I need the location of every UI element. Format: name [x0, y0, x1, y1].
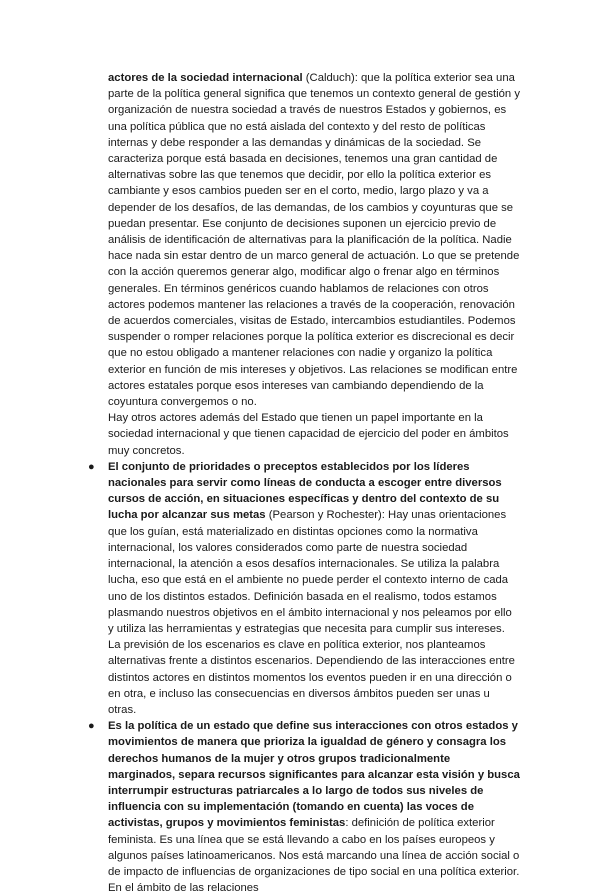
- bullet-text: : definición de política exterior feminista. Es una línea que se está llevando a cabo en los países europeos y algunos países latinoamericanos. Nos está marcando una línea de acción social o de impacto de influencias de organizaciones de tipo social en una política exterior. En el ámbito de las relaciones: [108, 817, 520, 895]
- intro-paragraph: [108, 70, 520, 410]
- bullet-list: [88, 459, 520, 896]
- intro-bold-lead: actores de la sociedad internacional: [108, 72, 303, 84]
- intro-text: (Calduch): que la política exterior sea una parte de la política general significa que tenemos un contexto general de gestión y organización de nuestra sociedad a través de nuestros Estados y gobiernos, es una política pública que no está aislada del contexto y del resto de políticas internas y debe responder a las demandas y dinámicas de la sociedad. Se caracteriza porque está basada en decisiones, tenemos una gran cantidad de alternativas sobre las que tenemos que decidir, por ello la política exterior es cambiante y esos cambios pueden ser en el corto, medio, largo plazo y va a depender de los desafíos, de las demandas, de los cambios y coyunturas que se puedan presentar. Ese conjunto de decisiones suponen un ejercicio previo de análisis de identificación de alternativas para la planificación de la política. Nadie hace nada sin estar dentro de un marco general de actuación. Lo que se pretende con la acción queremos generar algo, modificar algo o frenar algo en términos generales. En términos genéricos cuando hablamos de relaciones con otros actores podemos mantener las relaciones a través de la cooperación, renovación de acuerdos comerciales, visitas de Estado, intercambios estudiantiles. Podemos suspender o romper relaciones porque la política exterior es discrecional es decir que no estou obligado a mantener relaciones con nadie y organizo la política exterior en función de mis intereses y objetivos. Las relaciones se modifican entre actores estatales porque esos intereses van cambiando dependiendo de la coyuntura convergemos o no.: [108, 72, 520, 409]
- bullet-dot-icon: ●: [88, 720, 95, 733]
- bullet-text: (Pearson y Rochester): Hay unas orientaciones que los guían, está materializado en distintas opciones como la normativa internacional, los valores considerados como parte de nuestra sociedad internacional, la atención a esos desafíos internacionales. Se utiliza la palabra lucha, eso que está en el ambiente no puede perder el contexto interno de cada uno de los distintos estados. Definición basada en el realismo, todos estamos plasmando nuestros objetivos en el ámbito internacional y nos peleamos por ello y utiliza las herramientas y estrategias que necesita para cumplir sus intereses. La previsión de los escenarios es clave en política exterior, nos planteamos alternativas frente a distintos escenarios. Dependiendo de las interacciones entre distintos actores en distintos momentos los eventos pueden ir en una dirección o en otra, e incluso las consecuencias en diversos ámbitos pueden ser unas u otras.: [108, 509, 515, 716]
- document-body: [88, 70, 520, 896]
- bullet-bold-text: Es la política de un estado que define sus interacciones con otros estados y movimientos de manera que prioriza la igualdad de género y consagra los derechos humanos de la mujer y otros grupos tradicionalmente marginados, separa recursos significantes para alcanzar esta visión y busca interrumpir estructuras patriarcales a lo largo de todos sus niveles de influencia con su implementación (tomando en cuenta) las voces de activistas, grupos y movimientos feministas: [108, 720, 520, 830]
- list-item: [88, 459, 520, 718]
- bullet-bold-text: El conjunto de prioridades o preceptos establecidos por los líderes nacionales para servir como líneas de conducta a escoger entre diversos cursos de acción, en situaciones específicas y dentro del contexto de su lucha por alcanzar sus metas: [108, 460, 502, 522]
- bullet-dot-icon: ●: [88, 460, 95, 473]
- second-paragraph: Hay otros actores además del Estado que tienen un papel importante en la sociedad internacional y que tienen capacidad de ejercicio del poder en ámbitos muy concretos.: [108, 412, 509, 457]
- list-item: [88, 718, 520, 896]
